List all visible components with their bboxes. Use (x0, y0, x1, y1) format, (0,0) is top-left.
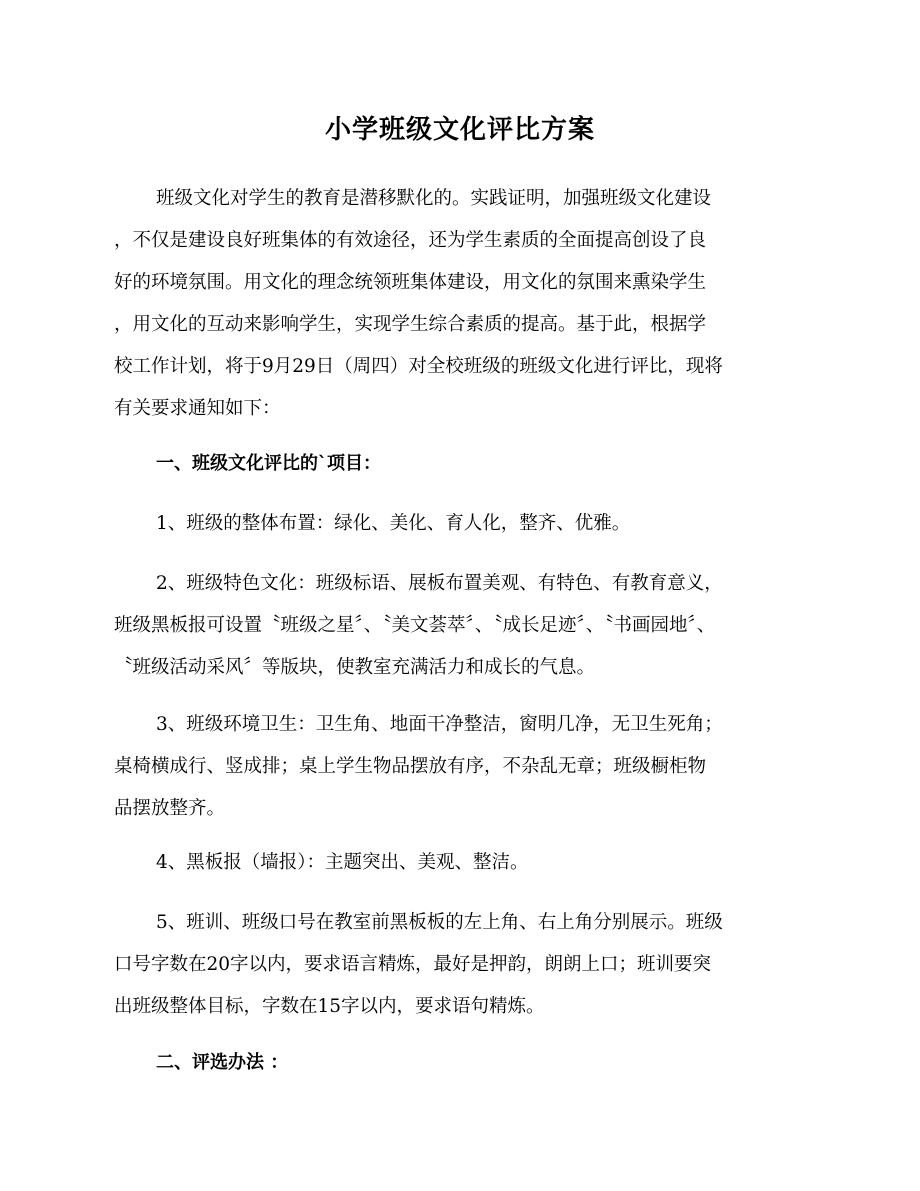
section-heading-2 (114, 1042, 814, 1084)
paragraph-line: 桌椅横成行、竖成排；桌上学生物品摆放有序，不杂乱无章；班级橱柜物 (114, 756, 707, 777)
paragraph-line: 2、班级特色文化：班级标语、展板布置美观、有特色、有教育意义， (156, 573, 723, 594)
section-heading-text: 一、班级文化评比的`项目： (156, 453, 381, 474)
paragraph-line: 校工作计划，将于9月29日（周四）对全校班级的班级文化进行评比，现将 (114, 356, 723, 377)
item-3 (114, 704, 814, 830)
paragraph-line: 1、班级的整体布置：绿化、美化、育人化，整齐、优雅。 (156, 513, 631, 534)
item-4 (114, 842, 814, 884)
paragraph-line: ，用文化的互动来影响学生，实现学生综合素质的提高。基于此，根据学 (114, 314, 707, 335)
paragraph-line: 4、黑板报（墙报）：主题突出、美观、整洁。 (156, 852, 529, 873)
section-heading-1 (114, 443, 814, 485)
paragraph-line: 出班级整体目标，字数在15字以内，要求语句精炼。 (114, 996, 545, 1017)
paragraph-line: 有关要求通知如下： (114, 398, 281, 419)
section-heading-text: 二、评选办法 ： (156, 1052, 289, 1073)
paragraph-line: 5、班训、班级口号在教室前黑板板的左上角、右上角分别展示。班级 (156, 912, 723, 933)
paragraph-line: 〝班级活动采风〞等版块，使教室充满活力和成长的气息。 (114, 657, 596, 678)
item-2 (114, 563, 814, 689)
item-1 (114, 503, 814, 545)
document-title: 小学班级文化评比方案 (324, 115, 595, 145)
paragraph-line: ，不仅是建设良好班集体的有效途径，还为学生素质的全面提高创设了良 (114, 230, 707, 251)
paragraph-line: 好的环境氛围。用文化的理念统领班集体建设，用文化的氛围来熏染学生 (114, 272, 707, 293)
item-5 (114, 902, 814, 1028)
intro-paragraph (114, 178, 814, 430)
paragraph-line: 3、班级环境卫生：卫生角、地面干净整洁，窗明几净，无卫生死角； (156, 714, 723, 735)
paragraph-line: 班级黑板报可设置〝班级之星〞、〝美文荟萃〞、〝成长足迹〞、〝书画园地〞、 (114, 615, 716, 636)
paragraph-line: 品摆放整齐。 (114, 798, 226, 819)
paragraph-line: 口号字数在20字以内，要求语言精炼，最好是押韵，朗朗上口；班训要突 (114, 954, 712, 975)
paragraph-line: 班级文化对学生的教育是潜移默化的。实践证明，加强班级文化建设 (156, 188, 712, 209)
